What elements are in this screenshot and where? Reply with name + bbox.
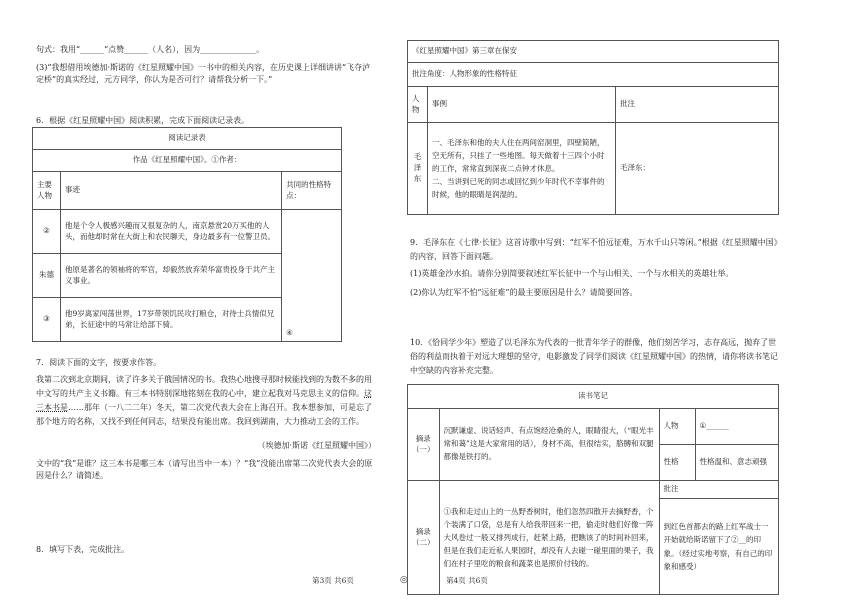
col-trait: 共同的性格特点： — [282, 172, 342, 210]
passage-underline: 这三本书是 — [36, 389, 372, 412]
person-cell: 朱德 — [33, 254, 61, 298]
table-work-row: 作品《红星照耀中国》。①作者： — [33, 150, 342, 172]
question-10: 10．《恰同学少年》塑造了以毛泽东为代表的一批青年学子的群像，他们刻苦学习，志存高远，抛弃了世俗的利益而执着于对远大理想的坚守，电影激发了同学们阅读《红星照耀中国》的热情，请你将读书笔记中空缺的内容补充完整。 — [410, 338, 778, 375]
question-7-question: 文中的“我”是谁？这三本书是哪三本（请写出当中一本）？“我”没能出席第二次党代表大会的原因是什么？请简述。 — [36, 459, 373, 480]
col-person: 主要人物 — [33, 172, 61, 210]
excerpt-2-label: 摘录（二） — [408, 481, 440, 595]
excerpt-1: 沉默谦虚、说话轻声、有点饱经沧桑的人，眼睛很大，（“眼光丰常和蔼”这是大家常用的话），身材不高，但很结实，胳膊和双腿都像是铁打的。 — [439, 409, 659, 481]
annotation-table — [407, 40, 779, 215]
passage-source: （埃德加·斯诺《红星照耀中国》） — [257, 441, 376, 450]
question-3: (3)“我想借用埃德加·斯诺的《红星照耀中国》一书中的相关内容，在历史课上详细讲讲“飞夺泸定桥”的真实经过，元方同学，你认为是否可行？请帮我分析一下。” — [36, 63, 371, 84]
example-cell: 一、毛泽东和他的夫人住在两间窑洞里，四壁简陋，空无所有，只挂了一些地图。每天做着十三四个小时的工作，常常直到深夜二点钟才休息。 二、当讲到已死的同志或回忆到少年时代不幸事件的时候，他的眼睛是润湿的。 — [428, 123, 616, 215]
note-cell: 毛泽东： — [616, 123, 779, 215]
notes-header: 读书笔记 — [408, 385, 779, 409]
trait-answer-cell: ④ — [282, 210, 342, 342]
note-value: 到红色首都去的路上红军战士一开始就给斯诺留下了②__的印象。（经过实地考察，有自己的印象和感受） — [659, 499, 779, 595]
person-value: ①______ — [695, 409, 779, 445]
passage-part-2: ……那年（一八二二年）冬天，第二次党代表大会在上海召开。我本想参加，可是忘了那个地方的名称，又找不到任何同志，结果没有能出席。我回到湖南，大力推动工会的工作。 — [36, 403, 372, 426]
excerpt-1-label: 摘录（一） — [408, 409, 440, 481]
center-mark-icon: ◎ — [400, 575, 408, 585]
person-cell: ② — [33, 210, 61, 254]
question-7-title: 7．阅读下面的文字，按要求作答。 — [36, 358, 162, 367]
excerpt-2: ①我和走过山上的一丛野香树时，他们忽然四散开去摘野香，个个装满了口袋，总是有人给我带回来一把，偷走时他们好像一阵大风卷过一般又排列成行，赶紧上路，把瞧该了的时间补回来，但是在我们走近私人果园时，却没有人去碰一碰里面的果子，我们在村子里吃的粮食和蔬菜也是照价付钱的。 — [439, 481, 659, 595]
reading-notes-table — [407, 384, 779, 595]
event-cell: 他是个令人极感兴趣而又很复杂的人，南京悬赏20万买他的人头，而他却时常在大街上和农民聊天，身边最多有一位警卫员。 — [60, 210, 281, 254]
reading-record-table — [32, 127, 342, 342]
question-9-1: (1)英雄金沙水拍。请你分别简要叙述红军长征中一个与山相关、一个与水相关的英雄壮举。 — [410, 269, 734, 278]
table-header: 阅读记录表 — [33, 128, 342, 150]
person-cell: 毛泽东 — [408, 123, 428, 215]
trait-value: 性格温和、意志顽强 — [695, 445, 779, 481]
col-note: 批注 — [616, 87, 779, 123]
question-9: 9．毛泽东在《七律·长征》这首诗歌中写到：“红军不怕远征难，万水千山只等闲。”根据《红星照耀中国》的内容，回答下面问题。 — [410, 238, 782, 261]
person-cell: ③ — [33, 298, 61, 342]
event-cell: 他原是著名的领袖将的军官，却毅然放弃荣华富贵投身于共产主义事业。 — [60, 254, 281, 298]
chapter-row: 《红星照耀中国》第三章在保安 — [408, 41, 779, 63]
col-example: 事例 — [428, 87, 616, 123]
fill-in-sentence: 句式：我用“______”点赞______（人名），因为______________。 — [36, 45, 265, 54]
col-event: 事迹 — [60, 172, 281, 210]
passage-part-1: 我第二次到北京期间，读了许多关于俄国情况的书。我热心地搜寻那时候能找到的为数不多的用中文写的共产主义书籍。有三本书特别深地铭刻在我的心中，建立起我对马克思主义的信仰。 — [36, 375, 372, 398]
trait-label: 性格 — [659, 445, 695, 481]
col-person: 人物 — [408, 87, 428, 123]
page-footer-left: 第3页 共6页 — [312, 576, 354, 585]
page-footer-right: 第4页 共6页 — [446, 576, 488, 585]
question-7-passage — [36, 373, 376, 429]
question-6-title: 6．根据《红星照耀中国》阅读积累，完成下面阅读记录表。 — [36, 116, 250, 125]
question-8: 8．填写下表，完成批注。 — [36, 545, 130, 554]
person-label: 人物 — [659, 409, 695, 445]
angle-row: 批注角度：人物形象的性格特征 — [408, 63, 779, 87]
note-label: 批注 — [659, 481, 779, 499]
question-9-2: (2)你认为红军不怕“远征难”的最主要原因是什么？请简要回答。 — [410, 288, 638, 297]
event-cell: 他9岁离家闯荡世界，17岁带领饥民攻打粮仓，对待士兵情似兄弟，长征途中的马常让给部下骑。 — [60, 298, 281, 342]
